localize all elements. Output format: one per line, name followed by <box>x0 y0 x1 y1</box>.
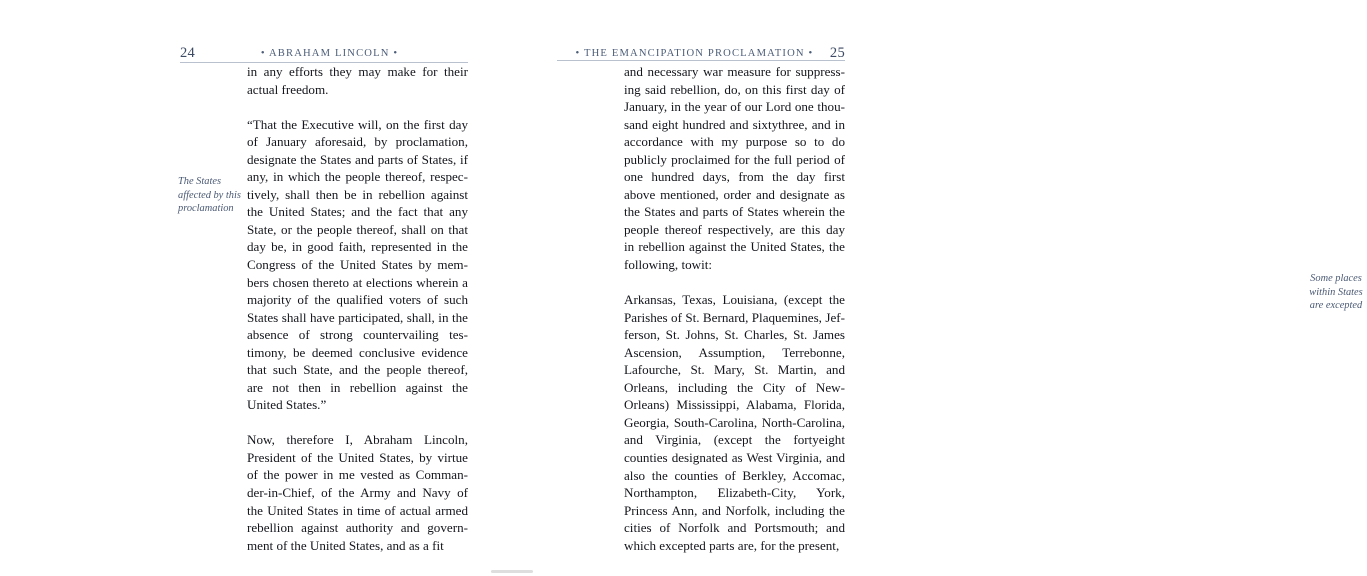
bottom-page-indicator[interactable] <box>491 570 533 573</box>
paragraph: “That the Executive will, on the first day of January aforesaid, by proclamation, designate the States and parts of States, if any, in which the people thereof, respectively, shall then be in rebellion against the United States; and the fact that any State, or the people thereof, shall on that day be, in good faith, represented in the Congress of the United States by members chosen thereto at elections wherein a majority of the qualified voters of such States shall have participated, shall, in the absence of strong countervailing testimony, be deemed conclusive evidence that such State, and the people thereof, are not then in rebellion against the United States.” <box>247 116 468 413</box>
right-margin-note: Some places within States are excepted <box>1309 273 1363 312</box>
left-page-running-header <box>180 38 468 60</box>
left-page-running-head-title: • ABRAHAM LINCOLN • <box>260 48 399 60</box>
left-margin-note: The States affected by this proclamation <box>178 176 241 215</box>
left-page-text-column <box>247 63 468 554</box>
left-page-folio: 24 <box>180 44 196 61</box>
right-page-running-head-title: • THE EMANCIPATION PROCLAMATION • <box>575 48 814 60</box>
right-page-text-column <box>624 63 845 554</box>
right-page <box>512 0 1363 576</box>
right-page-folio: 25 <box>829 44 845 61</box>
paragraph: Now, therefore I, Abraham Lincoln, President of the United States, by virtue of the power in me vested as Commander-in-Chief, of the Army and Navy of the United States in time of actual armed rebellion against authority and government of the United States, and as a fit <box>247 432 468 553</box>
right-page-running-header <box>557 38 845 60</box>
left-page <box>0 0 512 576</box>
paragraph: Arkansas, Texas, Louisiana, (except the Parishes of St. Bernard, Plaquemines, Jefferson, St. Johns, St. Charles, St. James Ascension, Assumption, Terrebonne, Lafourche, St. Mary, St. Martin, and Orleans, including the City of New-Orleans) Mississippi, Alabama, Florida, Georgia, South-Carolina, North-Carolina, and Virginia, (except the fortyeight counties designated as West Virginia, and also the counties of Berkley, Accomac, Northampton, Elizabeth-City, York, Princess Ann, and Norfolk, including the cities of Norfolk and Portsmouth; and which excepted parts are, for the present, <box>624 292 845 553</box>
paragraph: in any efforts they may make for their actual freedom. <box>247 64 468 97</box>
paragraph: and necessary war measure for suppressing said rebellion, do, on this first day of January, in the year of our Lord one thousand eight hundred and sixtythree, and in accordance with my purpose so to do publicly proclaimed for the full period of one hundred days, from the day first above mentioned, order and designate as the States and parts of States wherein the people thereof respectively, are this day in rebellion against the United States, the following, towit: <box>624 64 845 273</box>
right-page-header-rule <box>557 60 845 61</box>
